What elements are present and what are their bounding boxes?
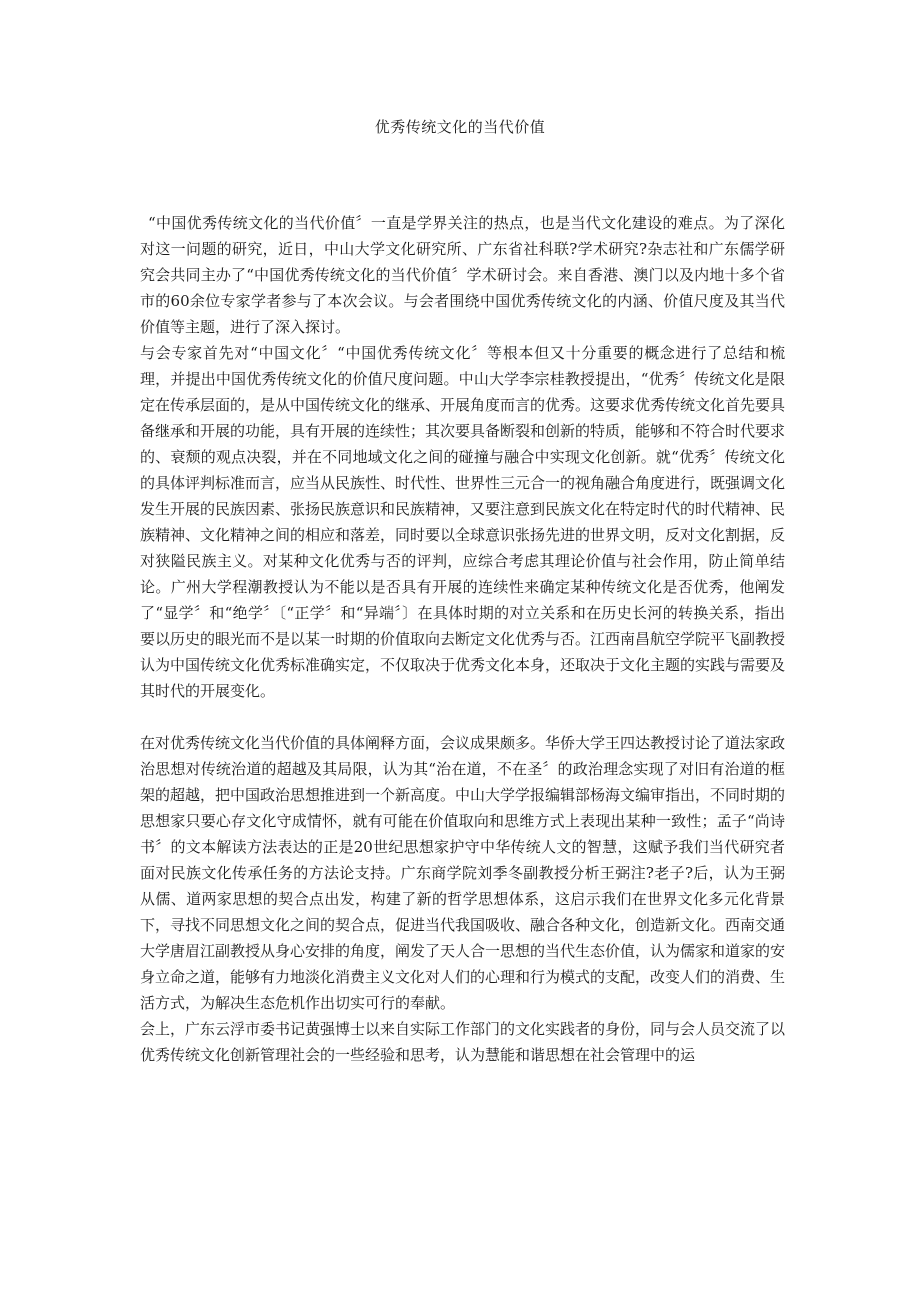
document-title: 优秀传统文化的当代价值: [374, 118, 546, 136]
paragraph-contemporary-value: 在对优秀传统文化当代价值的具体阐释方面，会议成果颇多。华侨大学王四达教授讨论了道法家政治思想对传统治道的超越及其局限，认为其“治在道，不在圣〞的政治理念实现了对旧有治道的框架的超越，把中国政治思想推进到一个新高度。中山大学学报编辑部杨海文编审指出，不同时期的思想家只要心存文化守成情怀，就有可能在价值取向和思维方式上表现出某种一致性；孟子“尚诗书〞的文本解读方法表达的正是20世纪思想家护守中华传统人文的智慧，这赋予我们当代研究者面对民族文化传承任务的方法论支持。广东商学院刘季冬副教授分析王弼注?老子?后，认为王弼从儒、道两家思想的契合点出发，构建了新的哲学思想体系，这启示我们在世界文化多元化背景下，寻找不同思想文化之间的契合点，促进当代我国吸收、融合各种文化，创造新文化。西南交通大学唐眉江副教授从身心安排的角度，阐发了天人合一思想的当代生态价值，认为儒家和道家的安身立命之道，能够有力地淡化消费主义文化对人们的心理和行为模式的支配，改变人们的消费、生活方式，为解决生态危机作出切实可行的奉献。: [140, 734, 786, 1012]
paragraph-meeting: 会上，广东云浮市委书记黄强博士以来自实际工作部门的文化实践者的身份，同与会人员交流了以优秀传统文化创新管理社会的一些经验和思考，认为慧能和谐思想在社会管理中的运: [140, 1020, 786, 1064]
document-body: [140, 210, 785, 1068]
paragraph-concepts: 与会专家首先对“中国文化〞“中国优秀传统文化〞等根本但又十分重要的概念进行了总结和梳理，并提出中国优秀传统文化的价值尺度问题。中山大学李宗桂教授提出，“优秀〞传统文化是限定在传承层面的，是从中国传统文化的继承、开展角度而言的优秀。这要求优秀传统文化首先要具备继承和开展的功能，具有开展的连续性；其次要具备断裂和创新的特质，能够和不符合时代要求的、衰颓的观点决裂，并在不同地域文化之间的碰撞与融合中实现文化创新。就“优秀〞传统文化的具体评判标准而言，应当从民族性、时代性、世界性三元合一的视角融合角度进行，既强调文化发生开展的民族因素、张扬民族意识和民族精神，又要注意到民族文化在特定时代的时代精神、民族精神、文化精神之间的相应和落差，同时要以全球意识张扬先进的世界文明，反对文化割据，反对狭隘民族主义。对某种文化优秀与否的评判，应综合考虑其理论价值与社会作用，防止简单结论。广州大学程潮教授认为不能以是否具有开展的连续性来确定某种传统文化是否优秀，他阐发了“显学〞和“绝学〞〔“正学〞和“异端〞〕在具体时期的对立关系和在历史长河的转换关系，指出要以历史的眼光而不是以某一时期的价值取向去断定文化优秀与否。江西南昌航空学院平飞副教授认为中国传统文化优秀标准确实定，不仅取决于优秀文化本身，还取决于文化主题的实践与需要及其时代的开展变化。: [140, 344, 786, 700]
paragraph-intro: “中国优秀传统文化的当代价值〞一直是学界关注的热点，也是当代文化建设的难点。为了深化对这一问题的研究，近日，中山大学文化研究所、广东省社科联?学术研究?杂志社和广东儒学研究会共同主办了“中国优秀传统文化的当代价值〞学术研讨会。来自香港、澳门以及内地十多个省市的60余位专家学者参与了本次会议。与会者围绕中国优秀传统文化的内涵、价值尺度及其当代价值等主题，进行了深入探讨。: [140, 214, 785, 336]
